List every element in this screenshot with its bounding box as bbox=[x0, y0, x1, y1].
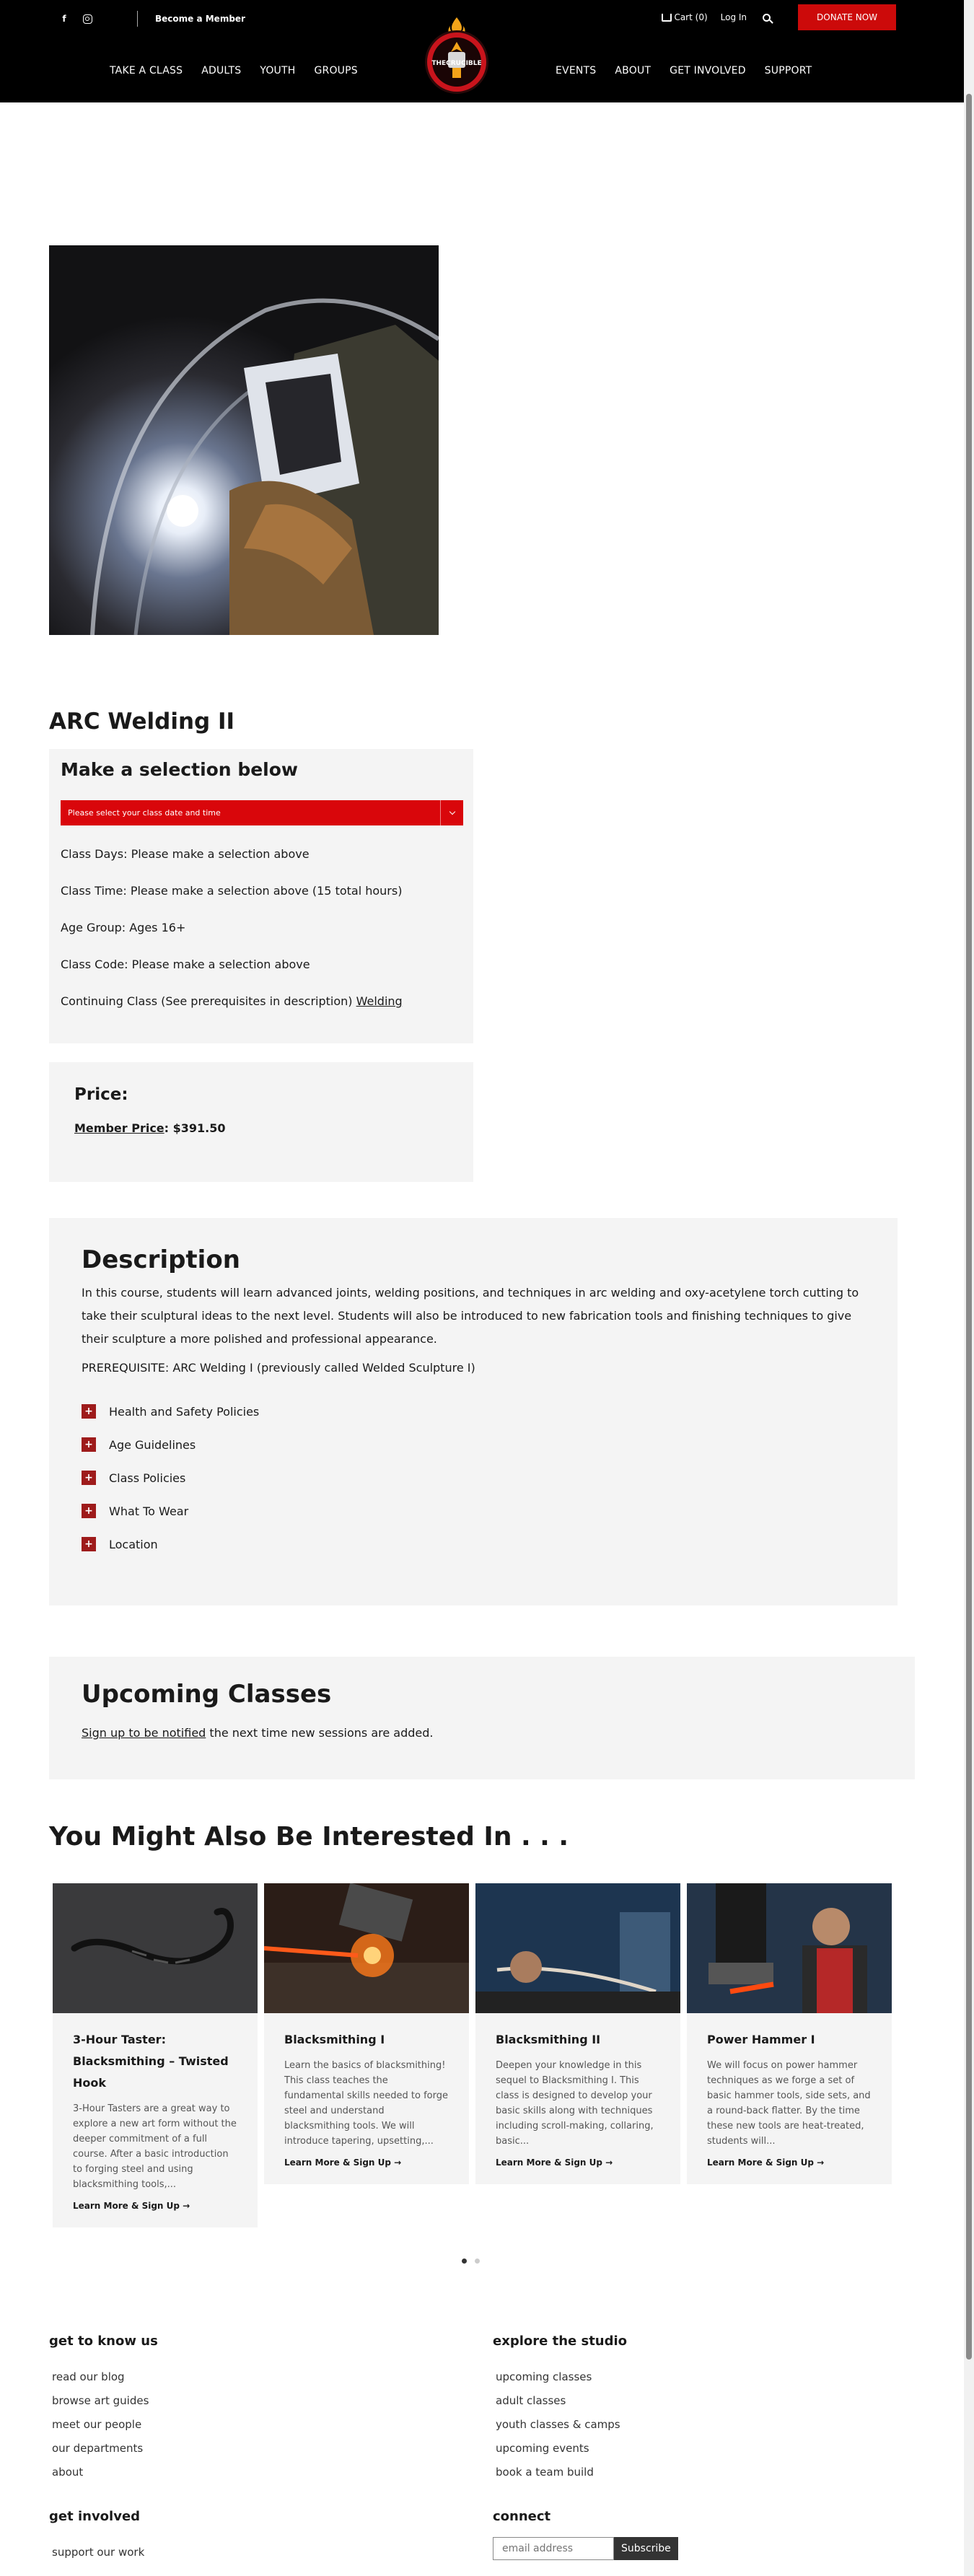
notify-signup-link[interactable]: Sign up to be notified bbox=[82, 1726, 206, 1740]
upcoming-text bbox=[82, 1726, 882, 1740]
footer-link-blog[interactable]: read our blog bbox=[52, 2370, 125, 2383]
accordion-what-to-wear[interactable] bbox=[82, 1494, 865, 1528]
card-title[interactable]: Blacksmithing II bbox=[496, 2033, 601, 2046]
continuing-class bbox=[61, 994, 462, 1009]
related-card[interactable] bbox=[475, 1883, 680, 2184]
card-image-blacksmithing-2[interactable] bbox=[475, 1883, 680, 2013]
footer-connect bbox=[493, 2509, 678, 2560]
main-nav-right bbox=[556, 65, 830, 76]
scrollbar-thumb[interactable] bbox=[966, 94, 972, 2360]
cart-label: Cart (0) bbox=[674, 12, 708, 22]
welding-category-link[interactable]: Welding bbox=[356, 994, 403, 1008]
email-input[interactable] bbox=[493, 2537, 614, 2560]
nav-get-involved[interactable]: GET INVOLVED bbox=[670, 65, 746, 76]
card-image-twisted-hook[interactable] bbox=[53, 1883, 258, 2013]
card-learn-more-link[interactable]: Learn More & Sign Up → bbox=[707, 2157, 825, 2168]
class-days: Class Days: Please make a selection above bbox=[61, 847, 310, 861]
header-divider bbox=[137, 11, 138, 27]
footer-link-team-build[interactable]: book a team build bbox=[496, 2466, 594, 2479]
description-heading: Description bbox=[82, 1245, 240, 1274]
card-image-blacksmithing-1[interactable] bbox=[264, 1883, 469, 2013]
footer-link-adult-classes[interactable]: adult classes bbox=[496, 2394, 566, 2407]
carousel-dot-1[interactable] bbox=[462, 2259, 467, 2264]
facebook-icon[interactable]: f bbox=[62, 14, 66, 24]
accordion-label: Location bbox=[109, 1537, 158, 1551]
prerequisite-text: PREREQUISITE: ARC Welding I (previously called Welded Sculpture I) bbox=[82, 1361, 475, 1375]
class-date-select[interactable] bbox=[61, 800, 463, 825]
plus-icon[interactable]: + bbox=[82, 1471, 96, 1485]
footer-get-involved bbox=[49, 2509, 144, 2570]
class-code: Class Code: Please make a selection above bbox=[61, 958, 310, 971]
become-member-link[interactable]: Become a Member bbox=[155, 14, 245, 24]
card-learn-more-link[interactable]: Learn More & Sign Up → bbox=[73, 2201, 190, 2211]
footer-link-departments[interactable]: our departments bbox=[52, 2442, 144, 2455]
price-panel bbox=[49, 1062, 473, 1182]
related-carousel bbox=[53, 1883, 897, 2237]
card-description: We will focus on power hammer techniques as we forge a set of basic hammer tools, side sets, and a round-back flatter. By the time these new tools are heat-treated, students will... bbox=[707, 2060, 871, 2147]
footer-heading: explore the studio bbox=[493, 2334, 628, 2349]
footer-link-youth-classes[interactable]: youth classes & camps bbox=[496, 2418, 620, 2431]
selection-heading: Make a selection below bbox=[61, 759, 299, 780]
accordion-class-policies[interactable] bbox=[82, 1461, 865, 1494]
accordion-label: Health and Safety Policies bbox=[109, 1404, 260, 1419]
footer-heading: connect bbox=[493, 2509, 551, 2524]
card-description: Deepen your knowledge in this sequel to Blacksmithing I. This class is designed to develop your basic skills along with techniques including scroll-making, collaring, basic... bbox=[496, 2060, 654, 2147]
product-title: ARC Welding II bbox=[49, 709, 235, 735]
card-image-power-hammer[interactable] bbox=[687, 1883, 892, 2013]
upcoming-heading: Upcoming Classes bbox=[82, 1680, 332, 1709]
card-title[interactable]: 3-Hour Taster: Blacksmithing – Twisted Hook bbox=[73, 2033, 229, 2090]
nav-groups[interactable]: GROUPS bbox=[314, 65, 358, 76]
related-card[interactable] bbox=[264, 1883, 469, 2184]
donate-button[interactable]: DONATE NOW bbox=[798, 4, 896, 30]
footer-link-people[interactable]: meet our people bbox=[52, 2418, 142, 2431]
main-nav-left bbox=[110, 65, 377, 76]
card-description: 3-Hour Tasters are a great way to explore a new art form without the deeper commitment of a full course. After a basic introduction to forging steel and using blacksmithing tools,... bbox=[73, 2103, 237, 2190]
continuing-class-text: Continuing Class (See prerequisites in description) bbox=[61, 994, 356, 1008]
header-utility-right bbox=[662, 4, 896, 30]
newsletter-form bbox=[493, 2537, 678, 2560]
related-card[interactable] bbox=[53, 1883, 258, 2227]
member-price bbox=[74, 1121, 448, 1135]
crucible-logo[interactable] bbox=[421, 16, 493, 97]
header-utility-left bbox=[58, 12, 245, 26]
subscribe-button[interactable]: Subscribe bbox=[614, 2537, 678, 2560]
card-title[interactable]: Blacksmithing I bbox=[284, 2033, 385, 2046]
logo-text: THECRUCIBLE bbox=[431, 60, 482, 67]
product-image-welding[interactable] bbox=[49, 245, 439, 635]
nav-take-a-class[interactable]: TAKE A CLASS bbox=[110, 65, 183, 76]
card-learn-more-link[interactable]: Learn More & Sign Up → bbox=[496, 2157, 613, 2168]
member-price-value: : $391.50 bbox=[164, 1121, 226, 1135]
plus-icon[interactable]: + bbox=[82, 1537, 96, 1551]
plus-icon[interactable]: + bbox=[82, 1437, 96, 1452]
card-learn-more-link[interactable]: Learn More & Sign Up → bbox=[284, 2157, 402, 2168]
page-scrollbar[interactable] bbox=[964, 0, 974, 2576]
site-header bbox=[0, 0, 964, 102]
upcoming-suffix: the next time new sessions are added. bbox=[206, 1726, 434, 1740]
nav-support[interactable]: SUPPORT bbox=[764, 65, 812, 76]
footer-heading: get to know us bbox=[49, 2334, 158, 2349]
accordion-age-guidelines[interactable] bbox=[82, 1428, 865, 1461]
class-selection-panel bbox=[49, 749, 473, 1043]
footer-get-to-know-us bbox=[49, 2334, 158, 2489]
upcoming-classes-panel bbox=[49, 1657, 915, 1779]
cart-icon bbox=[662, 14, 672, 22]
footer-link-art-guides[interactable]: browse art guides bbox=[52, 2394, 149, 2407]
age-group: Age Group: Ages 16+ bbox=[61, 921, 186, 934]
related-heading: You Might Also Be Interested In . . . bbox=[49, 1822, 569, 1852]
cart-link[interactable] bbox=[662, 12, 707, 22]
nav-adults[interactable]: ADULTS bbox=[201, 65, 242, 76]
plus-icon[interactable]: + bbox=[82, 1404, 96, 1419]
card-description: Learn the basics of blacksmithing! This class teaches the fundamental skills needed to forge steel and understand blacksmithing tools. We will introduce tapering, upsetting,... bbox=[284, 2060, 448, 2147]
footer-link-upcoming-classes[interactable]: upcoming classes bbox=[496, 2370, 592, 2383]
nav-about[interactable]: ABOUT bbox=[615, 65, 651, 76]
related-card[interactable] bbox=[687, 1883, 892, 2184]
footer-link-upcoming-events[interactable]: upcoming events bbox=[496, 2442, 589, 2455]
footer-link-about[interactable]: about bbox=[52, 2466, 84, 2479]
accordion-health-safety[interactable] bbox=[82, 1395, 865, 1428]
plus-icon[interactable]: + bbox=[82, 1504, 96, 1518]
member-price-label[interactable]: Member Price bbox=[74, 1121, 164, 1135]
chevron-down-icon[interactable] bbox=[440, 800, 463, 825]
description-text: In this course, students will learn advanced joints, welding positions, and techniques in arc welding and oxy-acetylene torch cutting to take their sculptural ideas to the next level. Students will also be introduced to new fabrication tools and finishing techniques to give their sculpture a more polished and professional appearance. bbox=[82, 1286, 859, 1346]
login-link[interactable]: Log In bbox=[720, 12, 747, 22]
carousel-pagination bbox=[462, 2259, 488, 2264]
accordion-label: Age Guidelines bbox=[109, 1437, 196, 1452]
carousel-dot-2[interactable] bbox=[475, 2259, 480, 2264]
accordion-label: Class Policies bbox=[109, 1471, 186, 1485]
nav-youth[interactable]: YOUTH bbox=[260, 65, 296, 76]
accordion-location[interactable] bbox=[82, 1528, 865, 1561]
class-date-select-placeholder: Please select your class date and time bbox=[68, 808, 221, 818]
search-icon[interactable] bbox=[763, 14, 771, 22]
instagram-icon[interactable] bbox=[81, 12, 94, 25]
card-title[interactable]: Power Hammer I bbox=[707, 2033, 815, 2046]
description-panel bbox=[49, 1218, 898, 1605]
footer-explore-studio bbox=[493, 2334, 627, 2489]
footer-link-support[interactable]: support our work bbox=[52, 2546, 145, 2559]
price-heading: Price: bbox=[74, 1085, 128, 1104]
nav-events[interactable]: EVENTS bbox=[556, 65, 597, 76]
footer-heading: get involved bbox=[49, 2509, 141, 2524]
accordion-label: What To Wear bbox=[109, 1504, 189, 1518]
class-time: Class Time: Please make a selection above (15 total hours) bbox=[61, 884, 403, 898]
